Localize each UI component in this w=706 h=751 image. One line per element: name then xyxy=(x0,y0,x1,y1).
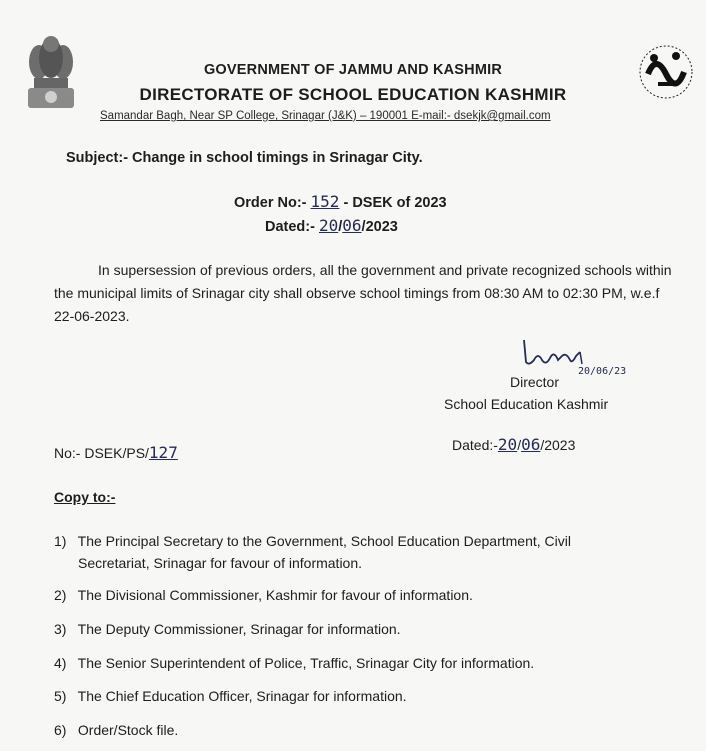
list-item-number: 5) xyxy=(54,688,67,704)
reference-date-day: 20 xyxy=(497,435,518,454)
order-date-day: 20 xyxy=(318,216,339,235)
list-item-text: The Deputy Commissioner, Srinagar for information. xyxy=(77,621,401,637)
list-item xyxy=(54,584,473,606)
list-item xyxy=(54,652,534,674)
list-item xyxy=(54,719,178,741)
list-item-continuation: Secretariat, Srinagar for favour of information. xyxy=(78,555,363,571)
list-item-text: The Senior Superintendent of Police, Traffic, Srinagar City for information. xyxy=(77,655,535,671)
order-number-prefix: Order No:- xyxy=(234,195,307,211)
list-item-text: The Divisional Commissioner, Kashmir for favour of information. xyxy=(77,587,473,603)
order-body-paragraph: In supersession of previous orders, all the government and private recognized schools within the municipal limits of Srinagar city shall observe school timings from 08:30 AM to 02:30 PM, w.e.f 22-06-2023. xyxy=(54,262,672,324)
list-item xyxy=(54,685,407,707)
list-item-number: 6) xyxy=(54,722,67,738)
address-line: Samandar Bagh, Near SP College, Srinagar (J&K) – 190001 E-mail:- dsekjk@gmail.com xyxy=(100,110,551,122)
list-item-text: Order/Stock file. xyxy=(77,722,179,738)
reference-number-handwritten: 127 xyxy=(148,443,178,462)
signatory-title: Director xyxy=(510,374,560,390)
government-title: GOVERNMENT OF JAMMU AND KASHMIR xyxy=(203,62,503,78)
order-date-line: Dated:- 20/06/2023 xyxy=(265,216,398,235)
order-number-suffix: - DSEK of 2023 xyxy=(343,195,447,211)
order-dated-prefix: Dated:- xyxy=(265,219,315,235)
reference-date: Dated:-20/06/2023 xyxy=(452,435,576,454)
list-item-number: 3) xyxy=(54,621,67,637)
order-body xyxy=(54,259,674,328)
director-signature xyxy=(520,330,650,380)
reference-dated-prefix: Dated:- xyxy=(452,437,498,453)
reference-date-month: 06 xyxy=(521,435,541,454)
list-item-text: The Chief Education Officer, Srinagar for information. xyxy=(77,688,407,704)
list-item-number: 4) xyxy=(54,655,67,671)
signature-date: 20/06/23 xyxy=(578,366,627,377)
list-item xyxy=(54,530,571,574)
copy-to-heading: Copy to:- xyxy=(54,489,116,505)
reference-number-prefix: No:- DSEK/PS/ xyxy=(54,445,149,461)
reference-date-year: /2023 xyxy=(540,437,576,453)
list-item-text: The Principal Secretary to the Government, School Education Department, Civil xyxy=(77,533,571,549)
list-item-number: 2) xyxy=(54,587,67,603)
order-number-handwritten: 152 xyxy=(310,192,340,211)
subject-line: Subject:- Change in school timings in Srinagar City. xyxy=(66,150,423,166)
list-item xyxy=(54,618,401,640)
order-date-year: /2023 xyxy=(361,219,398,235)
order-date-month: 06 xyxy=(342,216,362,235)
reference-number xyxy=(54,443,178,462)
directorate-title: DIRECTORATE OF SCHOOL EDUCATION KASHMIR xyxy=(139,85,567,104)
signatory-department: School Education Kashmir xyxy=(444,396,609,412)
order-number-line xyxy=(234,192,447,211)
list-item-number: 1) xyxy=(54,533,67,549)
